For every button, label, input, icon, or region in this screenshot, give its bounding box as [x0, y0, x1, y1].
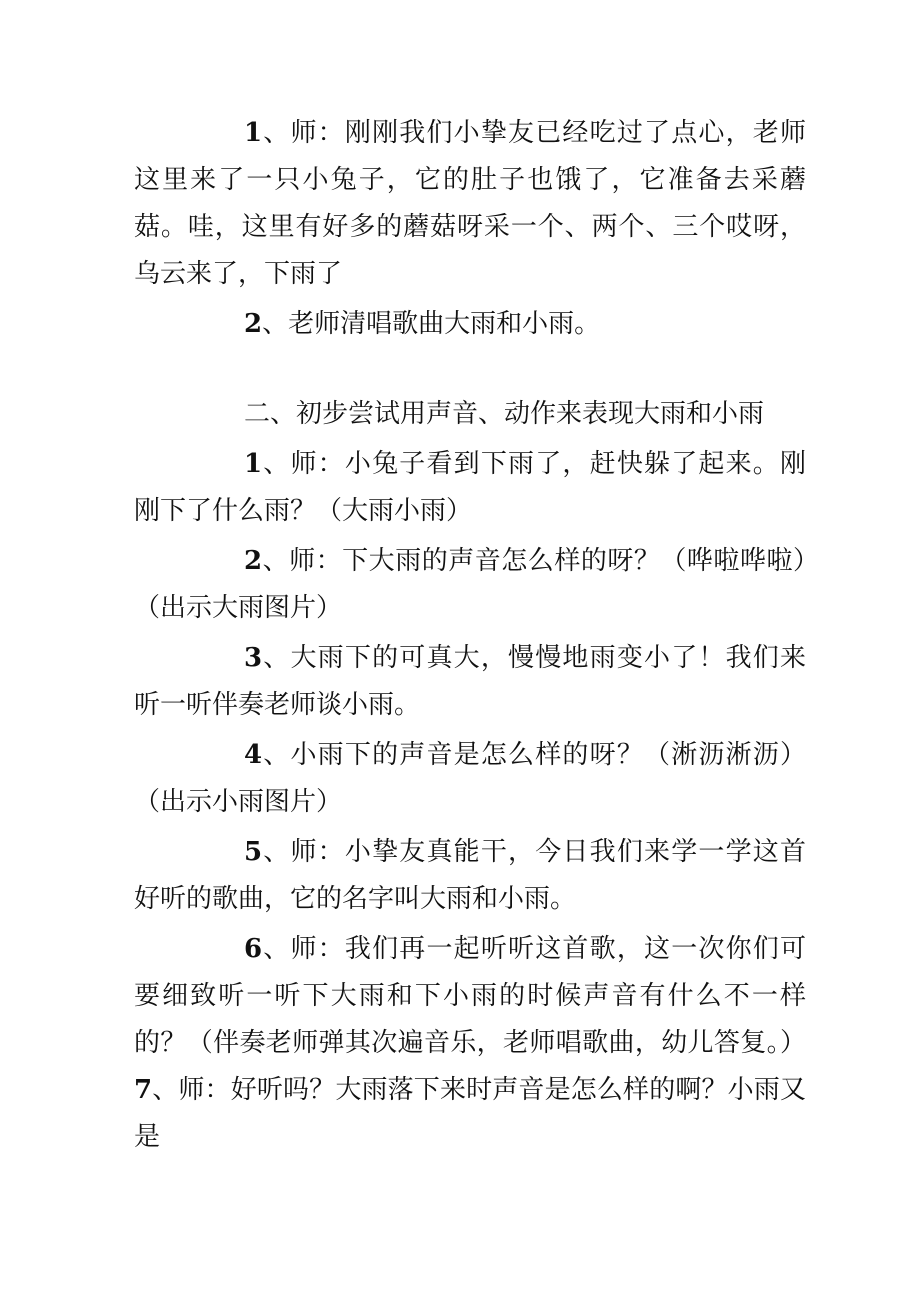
step-number: 4 — [244, 740, 263, 770]
section-heading — [134, 391, 806, 438]
step-number: 1 — [244, 118, 263, 148]
document-body — [134, 110, 806, 1164]
paragraph-step-3 — [134, 635, 806, 729]
paragraph-step-5 — [134, 829, 806, 923]
paragraph-text: 、师：我们再一起听听这首歌，这一次你们可要细致听一听下大雨和下小雨的时候声音有什么不一样的？（伴奏老师弹其次遍音乐，老师唱歌曲，幼儿答复。） — [134, 934, 806, 1058]
paragraph-step-6 — [134, 926, 806, 1161]
paragraph-step-1 — [134, 441, 806, 535]
step-number: 7 — [134, 1075, 153, 1105]
paragraph-step-2 — [134, 538, 806, 632]
section-heading-text: 二、初步尝试用声音、动作来表现大雨和小雨 — [244, 399, 765, 429]
paragraph-step-1 — [134, 110, 806, 298]
paragraph-step-4 — [134, 732, 806, 826]
paragraph-text: 、师：下大雨的声音怎么样的呀？（哗啦哗啦）（出示大雨图片） — [134, 546, 806, 623]
paragraph-text: 、师：小挚友真能干，今日我们来学一学这首好听的歌曲，它的名字叫大雨和小雨。 — [134, 837, 806, 914]
paragraph-text: 、老师清唱歌曲大雨和小雨。 — [262, 309, 601, 339]
step-number: 5 — [244, 837, 263, 867]
paragraph-text: 、师：好听吗？大雨落下来时声音是怎么样的啊？小雨又是 — [134, 1075, 806, 1152]
paragraph-step-2 — [134, 301, 806, 348]
step-number: 6 — [244, 934, 263, 964]
paragraph-text: 、师：刚刚我们小挚友已经吃过了点心，老师这里来了一只小兔子，它的肚子也饿了，它准备去采蘑菇。哇，这里有好多的蘑菇呀采一个、两个、三个哎呀，乌云来了，下雨了 — [134, 118, 806, 289]
step-number: 2 — [244, 309, 263, 339]
paragraph-text: 、师：小兔子看到下雨了，赶快躲了起来。刚刚下了什么雨？（大雨小雨） — [134, 449, 806, 526]
step-number: 3 — [244, 643, 263, 673]
paragraph-text: 、大雨下的可真大，慢慢地雨变小了！我们来听一听伴奏老师谈小雨。 — [134, 643, 806, 720]
step-number: 1 — [244, 449, 263, 479]
step-number: 2 — [244, 546, 263, 576]
paragraph-text: 、小雨下的声音是怎么样的呀？（淅沥淅沥）（出示小雨图片） — [134, 740, 806, 817]
